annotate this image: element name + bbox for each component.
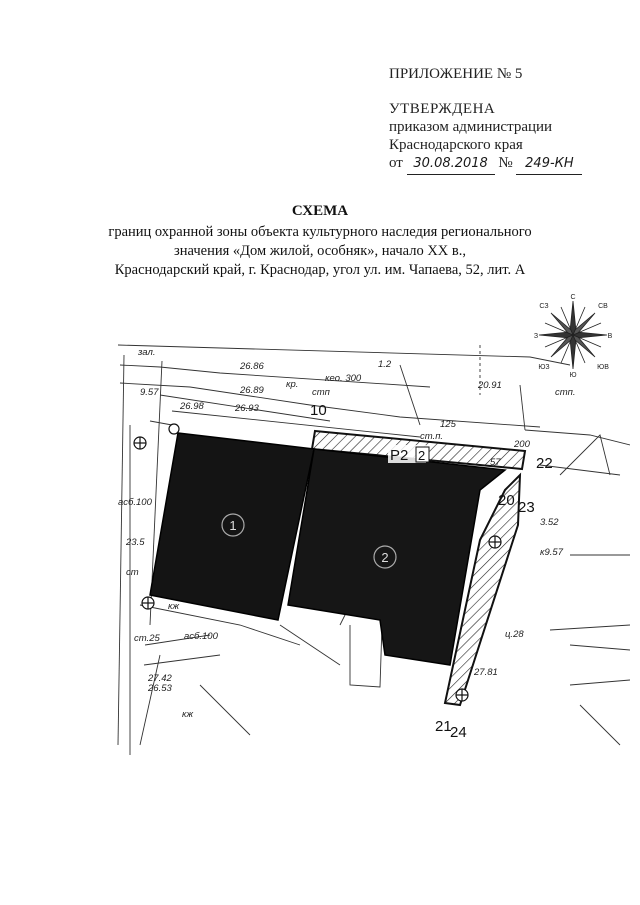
survey-label: ст.25	[134, 633, 160, 644]
compass-e: В	[607, 333, 613, 340]
compass-sw: ЮЗ	[538, 364, 550, 371]
point-label: 22	[536, 455, 553, 472]
compass-w: З	[533, 333, 539, 340]
approval-line-2: Краснодарского края	[389, 137, 523, 153]
survey-label: 57	[490, 457, 501, 468]
point-label: 23	[518, 499, 535, 516]
compass-n: С	[570, 294, 576, 301]
point-label: 20	[498, 492, 515, 509]
survey-label: ст.п.	[420, 431, 444, 442]
survey-label: 26.98	[180, 401, 204, 412]
survey-label: ст	[126, 567, 139, 578]
survey-label: к9.57	[540, 547, 563, 558]
zone-label: Р2	[390, 447, 409, 464]
survey-label: ц.28	[505, 629, 524, 640]
appendix-number: ПРИЛОЖЕНИЕ № 5	[389, 66, 523, 82]
scheme-title-line-2: значения «Дом жилой, особняк», начало ХХ в.,	[174, 243, 466, 259]
survey-label: стп.	[555, 387, 576, 398]
survey-label: 3.52	[540, 517, 559, 528]
survey-label: 26.86	[240, 361, 264, 372]
number-prefix: №	[498, 155, 513, 171]
building-2-label: 2	[381, 550, 389, 565]
survey-label: зал.	[138, 347, 156, 358]
approval-date-line	[389, 153, 582, 175]
point-label: 21	[435, 718, 452, 735]
survey-label: 26.53	[148, 683, 172, 694]
approval-date: 30.08.2018	[407, 154, 495, 175]
scheme-title-line-3: Краснодарский край, г. Краснодар, угол ул. им. Чапаева, 52, лит. А	[114, 262, 526, 278]
survey-label: кж	[168, 601, 180, 612]
survey-label: 26.89	[240, 385, 264, 396]
survey-label: асб.100	[118, 497, 152, 508]
boundary-map	[100, 325, 630, 765]
survey-label: 26.93	[235, 403, 259, 414]
survey-label: 27.42	[148, 673, 172, 684]
approved-label: УТВЕРЖДЕНА	[389, 101, 496, 117]
survey-label: 9.57	[140, 387, 159, 398]
approval-number: 249-КН	[516, 154, 582, 175]
survey-label: 1.2	[378, 359, 392, 370]
compass-s: Ю	[569, 372, 577, 378]
building-1-label: 1	[229, 518, 237, 533]
survey-label: 23.5	[126, 537, 145, 548]
survey-label: кр.	[286, 379, 299, 390]
survey-label: кео. 300	[325, 373, 362, 384]
survey-label: 200	[514, 439, 530, 450]
point-label: 10	[310, 402, 327, 419]
approval-line-1: приказом администрации	[389, 119, 553, 135]
survey-label: 27.81	[474, 667, 498, 678]
zone-label-suffix: 2	[418, 448, 426, 463]
compass-ne: СВ	[598, 303, 608, 310]
survey-label: 125	[440, 419, 456, 430]
compass-nw: СЗ	[539, 303, 549, 310]
scheme-heading: СХЕМА	[291, 203, 349, 219]
from-prefix: от	[389, 155, 403, 171]
survey-label: 20.91	[478, 380, 502, 391]
point-label: 24	[450, 724, 467, 741]
compass-se: ЮВ	[597, 364, 609, 371]
survey-label: асб.100	[184, 631, 218, 642]
survey-label: кж	[182, 709, 194, 720]
survey-label: стп	[312, 387, 330, 398]
scheme-title-line-1: границ охранной зоны объекта культурного наследия регионального	[108, 224, 532, 240]
